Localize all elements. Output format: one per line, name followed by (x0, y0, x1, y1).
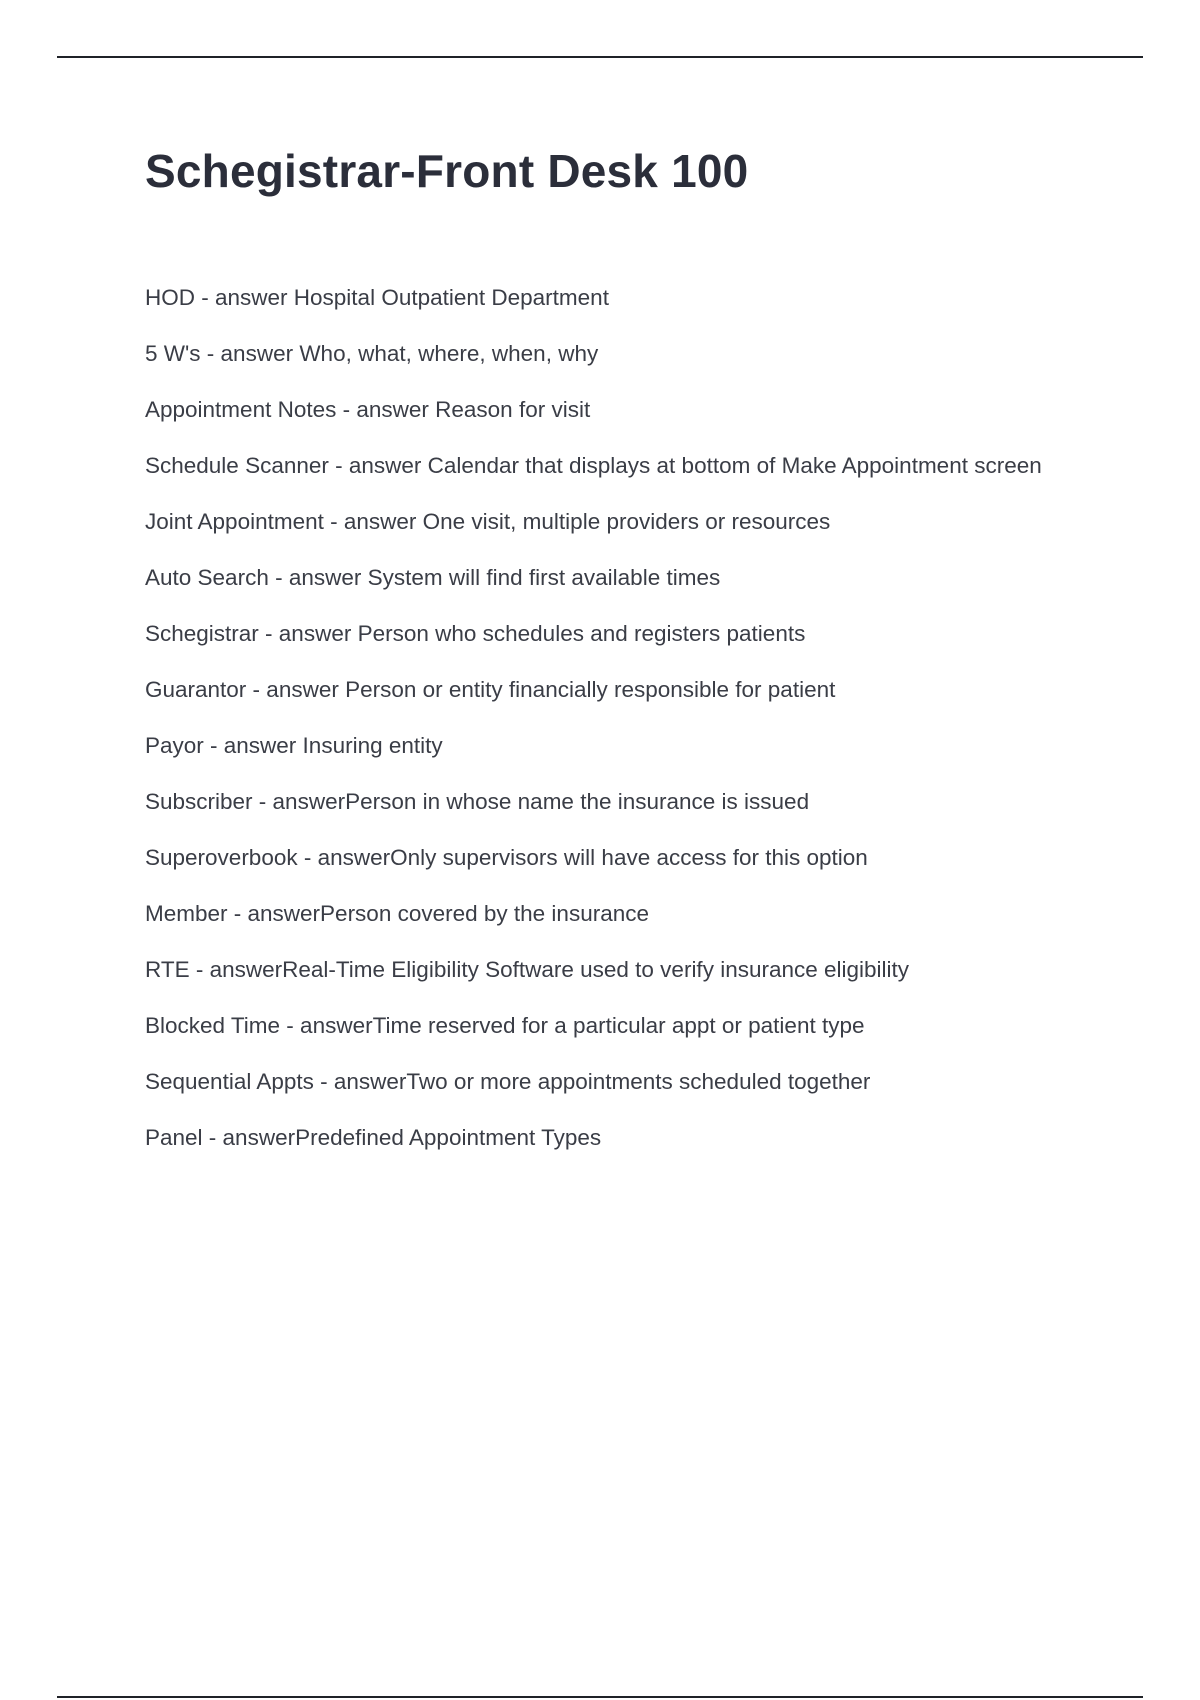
flashcard-entry: Member - answerPerson covered by the insurance (145, 901, 649, 926)
flashcard-entry: Payor - answer Insuring entity (145, 733, 443, 758)
flashcard-entry: 5 W's - answer Who, what, where, when, why (145, 341, 599, 366)
flashcard-entry: Joint Appointment - answer One visit, multiple providers or resources (145, 509, 831, 534)
flashcard-entry: Guarantor - answer Person or entity financially responsible for patient (145, 677, 836, 702)
document-title: Schegistrar-Front Desk 100 (145, 145, 749, 197)
flashcard-entry: Sequential Appts - answerTwo or more appointments scheduled together (145, 1069, 871, 1094)
flashcard-entry: Auto Search - answer System will find first available times (145, 565, 721, 590)
flashcard-list (145, 285, 1045, 1181)
flashcard-entry: Superoverbook - answerOnly supervisors will have access for this option (145, 845, 868, 870)
flashcard-entry: Panel - answerPredefined Appointment Types (145, 1125, 602, 1150)
flashcard-entry: HOD - answer Hospital Outpatient Department (145, 285, 609, 310)
flashcard-entry: Subscriber - answerPerson in whose name the insurance is issued (145, 789, 810, 814)
flashcard-entry: RTE - answerReal-Time Eligibility Software used to verify insurance eligibility (145, 957, 910, 982)
flashcard-entry: Schedule Scanner - answer Calendar that displays at bottom of Make Appointment screen (145, 453, 1042, 478)
bottom-divider (57, 1696, 1143, 1698)
top-divider (57, 56, 1143, 58)
flashcard-entry: Appointment Notes - answer Reason for visit (145, 397, 591, 422)
flashcard-entry: Blocked Time - answerTime reserved for a particular appt or patient type (145, 1013, 865, 1038)
flashcard-entry: Schegistrar - answer Person who schedules and registers patients (145, 621, 806, 646)
